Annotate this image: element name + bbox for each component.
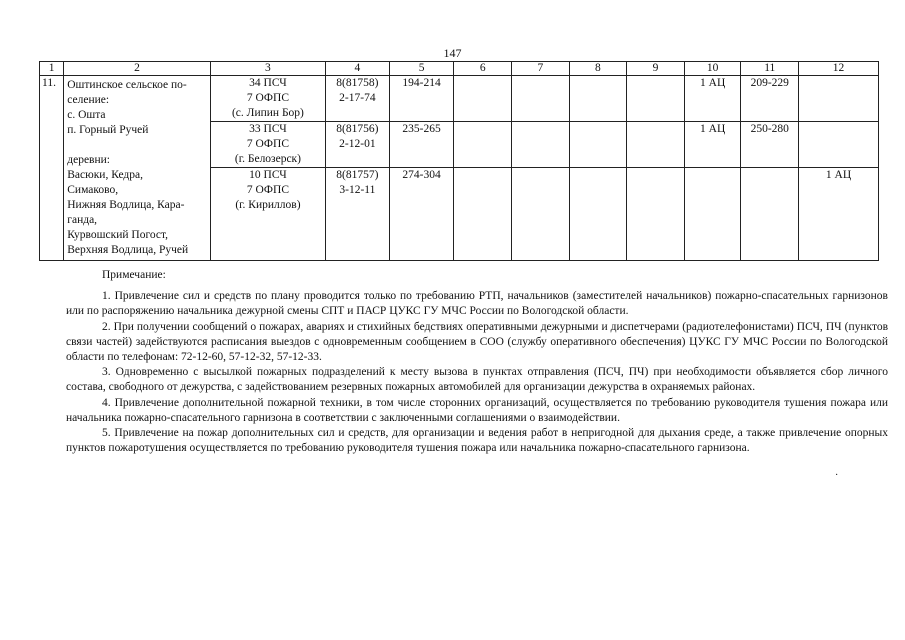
header-cell: 3 [210,62,325,76]
dispatch-table [39,61,879,261]
col10-cell: 1 АЦ [684,122,741,168]
settlement-line: с. Ошта [67,109,106,121]
unit-line: 7 ОФПС [246,92,289,104]
unit-cell [210,168,325,261]
phone-cell [326,168,390,261]
header-cell: 12 [799,62,879,76]
phone-cell [326,76,390,122]
phone-line: 2-12-01 [339,138,376,150]
header-cell: 5 [389,62,454,76]
settlement-line: п. Горный Ручей [67,124,149,136]
empty-cell [569,76,627,122]
col12-cell [799,122,879,168]
settlement-line [67,138,207,153]
col12-cell [799,76,879,122]
notes-title: Примечание: [102,269,166,281]
header-cell: 6 [454,62,512,76]
unit-line: (с. Липин Бор) [231,107,304,119]
header-cell: 2 [64,62,211,76]
settlement-line: Нижняя Водлица, Кара- [67,199,185,211]
table-row [40,76,879,122]
unit-line: 7 ОФПС [246,138,289,150]
note-item: 1. Привлечение сил и средств по плану проводится только по требованию РТП, начальников (заместителей начальников) пожарно-спасательных гарнизонов или по распоряжению начальника дежурной смены СПТ и ПАСР ЦУКС ГУ МЧС России по Вологодской области. [66,290,888,318]
unit-cell [210,76,325,122]
header-cell: 4 [326,62,390,76]
phone-line: 8(81758) [336,77,379,89]
empty-cell [569,122,627,168]
phone-line: 3-12-11 [339,184,376,196]
empty-cell [627,76,685,122]
unit-cell [210,122,325,168]
col11-cell [741,168,799,261]
note-item: 3. Одновременно с высылкой пожарных подразделений к месту вызова в пунктах отправления (ПСЧ, ПЧ) при необходимости объявляется сбор личного состава, свободного от дежурства, с задействованием резервных пожарных автомобилей для организации дежурства в охраняемых районах. [66,366,888,394]
settlement-line: Васюки, Кедра, [67,169,143,181]
settlement-line: ганда, [67,214,98,226]
header-cell: 7 [512,62,570,76]
unit-line: 33 ПСЧ [249,123,287,135]
unit-line: 10 ПСЧ [249,169,287,181]
unit-line: (г. Белозерск) [234,153,301,165]
note-item: 5. Привлечение на пожар дополнительных сил и средств, для организации и ведения работ в непригодной для дыхания среде, а также привлечение опорных пунктов пожаротушения осуществляется по требованию руководителя тушения пожара или начальника пожарно-спасательного гарнизона. [66,427,888,455]
range-cell: 274-304 [389,168,454,261]
settlement-line: Верхняя Водлица, Ручей [67,244,189,256]
settlement-line: деревни: [67,154,110,166]
col10-cell [684,168,741,261]
unit-line: (г. Кириллов) [235,199,301,211]
settlement-line: Симаково, [67,184,119,196]
scan-dot: · [835,470,839,481]
header-cell: 9 [627,62,685,76]
note-item: 2. При получении сообщений о пожарах, авариях и стихийных бедствиях оперативными дежурными и диспетчерами (радиотелефонистами) ПСЧ, ПЧ (пунктов связи частей) задействуются расписания выездов с одновременным сообщением в СОО (службу оперативного обеспечения) ЦУКС ГУ МЧС России по Вологодской области по телефонам: 72-12-60, 57-12-32, 57-12-33. [66,320,888,364]
empty-cell [454,76,512,122]
row-number-cell: 11. [40,76,64,261]
empty-cell [512,122,570,168]
col12-cell: 1 АЦ [799,168,879,261]
header-cell: 11 [741,62,799,76]
unit-line: 34 ПСЧ [249,77,287,89]
range-cell: 235-265 [389,122,454,168]
phone-line: 8(81756) [336,123,379,135]
empty-cell [512,168,570,261]
phone-line: 2-17-74 [339,92,376,104]
col11-cell: 250-280 [741,122,799,168]
page-number: 147 [443,46,462,60]
phone-cell [326,122,390,168]
settlement-line: селение: [67,94,110,106]
empty-cell [454,122,512,168]
col10-cell: 1 АЦ [684,76,741,122]
empty-cell [454,168,512,261]
empty-cell [569,168,627,261]
note-item: 4. Привлечение дополнительной пожарной техники, в том числе сторонних организаций, осуществляется по требованию руководителя тушения пожара или начальника пожарно-спасательного гарнизона в соответствии с заключенными соглашениями о взаимодействии. [66,396,888,424]
unit-line: 7 ОФПС [246,184,289,196]
settlement-cell [64,76,211,261]
table-header-row [40,62,879,76]
header-cell: 1 [40,62,64,76]
empty-cell [627,168,685,261]
settlement-line: Курвошский Погост, [67,229,169,241]
header-cell: 10 [684,62,741,76]
empty-cell [627,122,685,168]
col11-cell: 209-229 [741,76,799,122]
empty-cell [512,76,570,122]
range-cell: 194-214 [389,76,454,122]
notes-section [66,268,888,456]
settlement-line: Оштинское сельское по- [67,79,187,91]
header-cell: 8 [569,62,627,76]
phone-line: 8(81757) [336,169,379,181]
